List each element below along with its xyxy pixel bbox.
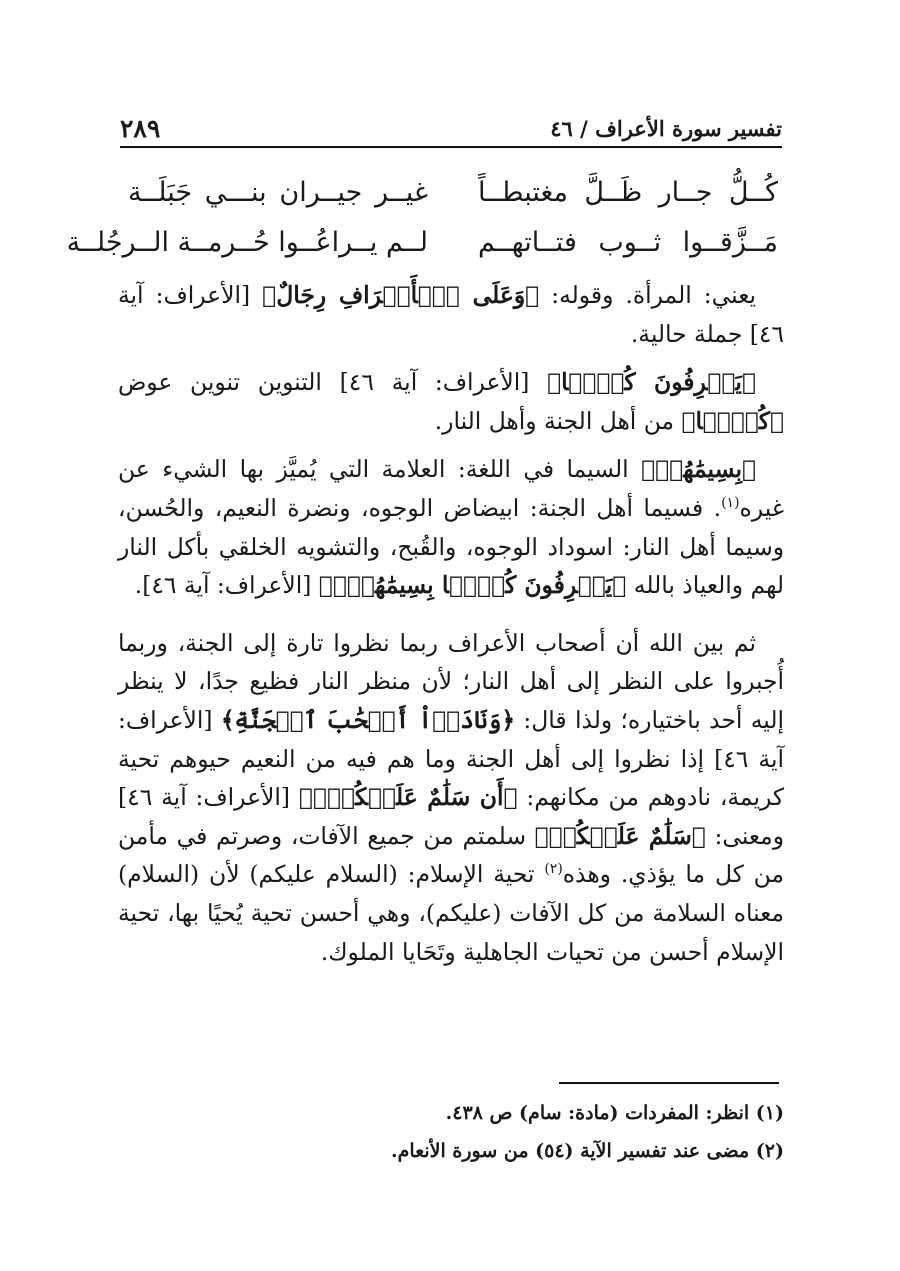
quran-quote: ﴿يَعۡرِفُونَ كُلَّۢا﴾ [547,368,756,397]
paragraph [118,363,784,440]
poem-verse [66,218,778,268]
footnote: (٢) مضى عند تفسير الآية (٥٤) من سورة الأنعام. [391,1140,784,1162]
body-text [118,276,784,971]
text-run: [الأعراف: آية ٤٦] جملة حالية. [118,281,784,348]
text-run: سلمتم من جميع الآفات، وصرتم في مأمن من كل ما يؤذي. وهذه [118,821,785,889]
text-run: ثم بين الله أن أصحاب الأعراف ربما نظروا تارة إلى الجنة، وربما أُجبروا على النظر إلى أهل النار؛ لأن منظر النار فظيع جدًا، لا ينظر إليه أحد باختياره؛ ولذا قال: [118,628,784,734]
footnote-ref[interactable]: (١) [721,495,740,512]
text-run: يعني: المرأة. وقوله: [539,281,757,309]
quran-quote: ﴿أَن سَلَٰمٌ عَلَيۡكُمۡۚ﴾ [298,783,518,812]
verse-first-hemistich: كُــلُّ جــار ظَــلَّ مغتبطــاً [478,177,778,208]
quran-quote: ﴿وَعَلَى ٱلۡأَعۡرَافِ رِجَالٌ﴾ [262,281,540,309]
paragraph [118,624,784,971]
text-run: . فسيما أهل الجنة: ابيضاض الوجوه، ونضرة النعيم، والحُسن، وسيما أهل النار: اسوداد الوجوه، والقُبح، والتشويه الخلقي بأكل النار لهم والعياذ بالله [118,493,784,600]
footnote-ref[interactable]: (٢) [544,861,563,878]
running-title: تفسير سورة الأعراف / ٤٦ [550,115,782,141]
page-number: ٢٨٩ [120,113,161,143]
paragraph [118,450,784,604]
footnote-divider [559,1082,779,1084]
footnotes [300,1094,784,1170]
footnote: (١) انظر: المفردات (مادة: سام) ص ٤٣٨. [445,1102,784,1124]
text-run: [الأعراف: آية ٤٦]. [134,571,319,600]
quran-quote: ﴿وَنَادَوۡاْ أَصۡحَٰبَ ٱلۡجَنَّةِ﴾ [220,705,516,734]
text-run: تحية الإسلام: (السلام عليكم) لأن (السلام) معناه السلامة من كل الآفات (عليكم)، وهي أحسن تحية يُحيًا بها، تحية الإسلام أحسن من تحيات الجاهلية وتَحَايا الملوك. [118,860,784,966]
running-header [120,110,782,148]
quran-quote: ﴿بِسِيمَٰهُمۡ﴾ [641,455,756,484]
text-run: السيما في اللغة: العلامة التي يُميَّز بها الشيء عن غيره [118,455,784,522]
text-run: [الأعراف: آية ٤٦] إذا نظروا إلى أهل الجنة وما هم فيه من النعيم حيوهم تحية كريمة، نادوهم من مكانهم: [118,705,784,812]
text-run: [الأعراف: آية ٤٦] التنوين تنوين عوض [118,368,548,397]
poem [66,168,778,268]
quran-quote: ﴿يَعۡرِفُونَ كُلَّۢا بِسِيمَٰهُمۡۚ﴾ [318,571,627,600]
verse-second-hemistich: لــم يــراعُــوا حُــرمــة الــرجُلــة [66,227,428,258]
paragraph [118,276,784,353]
text-run: من أهل الجنة وأهل النار. [434,406,682,435]
verse-second-hemistich: غيــر جيــران بنـــي جَبَلَــة [128,177,428,208]
quran-quote: ﴿كُلَّۢا﴾ [681,406,784,435]
quran-quote: ﴿سَلَٰمٌ عَلَيۡكُمۡ﴾ [534,821,706,850]
text-run: [الأعراف: آية ٤٦] ومعنى: [118,783,784,850]
verse-first-hemistich: مَــزَّقــوا ثــوب فتــاتهــم [478,227,778,258]
poem-verse [128,168,778,218]
